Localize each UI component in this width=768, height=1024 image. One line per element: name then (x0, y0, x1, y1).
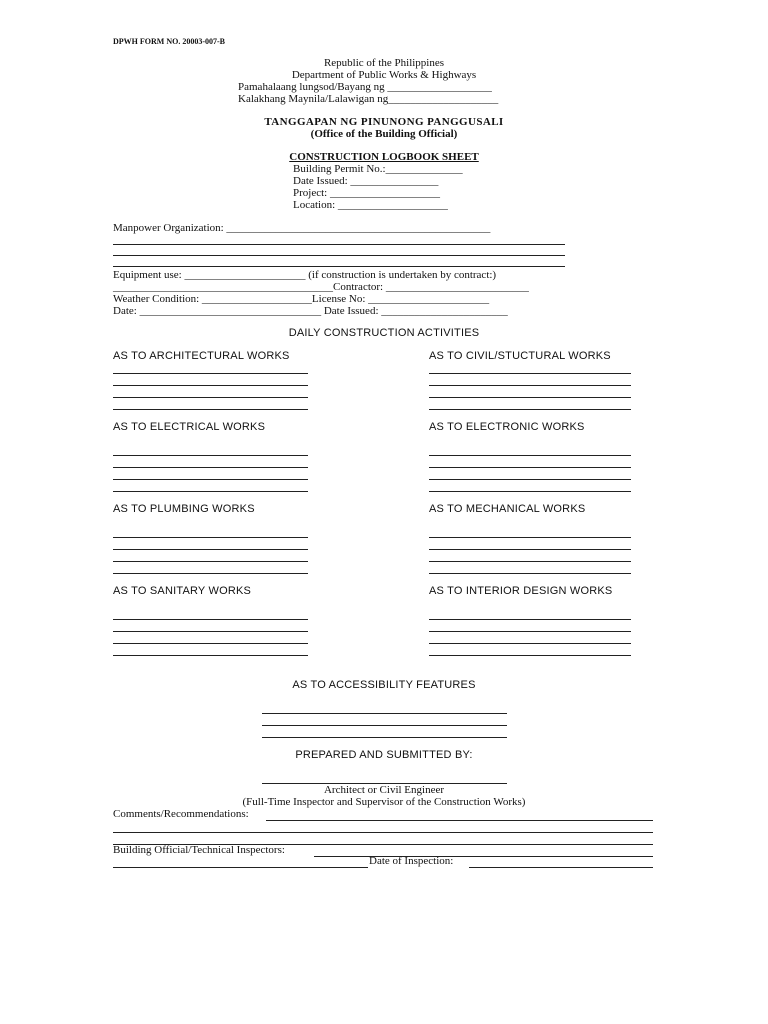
date-of-inspection-line[interactable] (469, 867, 653, 868)
civil-line[interactable] (429, 409, 631, 410)
contractor-field[interactable]: ________________________________________Contractor: __________________________ (113, 281, 529, 293)
section-civil-structural: AS TO CIVIL/STUCTURAL WORKS (429, 350, 611, 362)
electrical-line[interactable] (113, 491, 308, 492)
accessibility-line[interactable] (262, 713, 507, 714)
building-permit-field[interactable]: Building Permit No.:______________ (293, 163, 463, 175)
interior-line[interactable] (429, 631, 631, 632)
header-province-line: Kalakhang Maynila/Lalawigan ng____________________ (238, 93, 499, 105)
header-city-line: Pamahalaang lungsod/Bayang ng ___________________ (238, 81, 492, 93)
civil-line[interactable] (429, 373, 631, 374)
manpower-line-2[interactable] (113, 255, 565, 256)
architectural-line[interactable] (113, 409, 308, 410)
architectural-line[interactable] (113, 373, 308, 374)
electronic-line[interactable] (429, 491, 631, 492)
office-subtitle: (Office of the Building Official) (310, 128, 458, 140)
prepared-title: PREPARED AND SUBMITTED BY: (295, 749, 473, 761)
date-of-inspection-label: Date of Inspection: (369, 855, 454, 867)
section-electronic: AS TO ELECTRONIC WORKS (429, 421, 585, 433)
section-mechanical: AS TO MECHANICAL WORKS (429, 503, 586, 515)
section-architectural: AS TO ARCHITECTURAL WORKS (113, 350, 290, 362)
mechanical-line[interactable] (429, 561, 631, 562)
form-number: DPWH FORM NO. 20003-007-B (113, 37, 225, 46)
plumbing-line[interactable] (113, 537, 308, 538)
section-plumbing: AS TO PLUMBING WORKS (113, 503, 255, 515)
manpower-line-1[interactable] (113, 244, 565, 245)
sheet-title: CONSTRUCTION LOGBOOK SHEET (289, 151, 479, 163)
sanitary-line[interactable] (113, 631, 308, 632)
civil-line[interactable] (429, 385, 631, 386)
prepared-role-detail: (Full-Time Inspector and Supervisor of the Construction Works) (242, 796, 526, 808)
official-line[interactable] (314, 856, 653, 857)
plumbing-line[interactable] (113, 573, 308, 574)
official-label: Building Official/Technical Inspectors: (113, 844, 285, 856)
interior-line[interactable] (429, 655, 631, 656)
location-field[interactable]: Location: ____________________ (293, 199, 448, 211)
sanitary-line[interactable] (113, 655, 308, 656)
mechanical-line[interactable] (429, 549, 631, 550)
comments-label: Comments/Recommendations: (113, 808, 249, 820)
office-title: TANGGAPAN NG PINUNONG PANGGUSALI (264, 116, 504, 128)
project-field[interactable]: Project: ____________________ (293, 187, 440, 199)
interior-line[interactable] (429, 619, 631, 620)
section-sanitary: AS TO SANITARY WORKS (113, 585, 252, 597)
plumbing-line[interactable] (113, 561, 308, 562)
manpower-line-3[interactable] (113, 266, 565, 267)
sanitary-line[interactable] (113, 619, 308, 620)
architectural-line[interactable] (113, 397, 308, 398)
civil-line[interactable] (429, 397, 631, 398)
comments-line[interactable] (266, 820, 653, 821)
electrical-line[interactable] (113, 467, 308, 468)
manpower-field[interactable]: Manpower Organization: ________________________________________________ (113, 222, 491, 234)
equipment-use-field[interactable]: Equipment use: ______________________ (if construction is undertaken by contract:) (113, 269, 497, 281)
prepared-role: Architect or Civil Engineer (323, 784, 445, 796)
mechanical-line[interactable] (429, 573, 631, 574)
date-date-issued-field[interactable]: Date: _________________________________ Date Issued: _______________________ (113, 305, 508, 317)
sanitary-line[interactable] (113, 643, 308, 644)
architectural-line[interactable] (113, 385, 308, 386)
accessibility-line[interactable] (262, 737, 507, 738)
comments-line[interactable] (113, 832, 653, 833)
header-republic: Republic of the Philippines (323, 57, 445, 69)
accessibility-line[interactable] (262, 725, 507, 726)
official-line-2[interactable] (113, 867, 368, 868)
mechanical-line[interactable] (429, 537, 631, 538)
electronic-line[interactable] (429, 455, 631, 456)
daily-activities-title: DAILY CONSTRUCTION ACTIVITIES (288, 327, 480, 339)
section-interior-design: AS TO INTERIOR DESIGN WORKS (429, 585, 613, 597)
interior-line[interactable] (429, 643, 631, 644)
date-issued-field[interactable]: Date Issued: ________________ (293, 175, 439, 187)
weather-license-field[interactable]: Weather Condition: ____________________License No: ______________________ (113, 293, 490, 305)
electrical-line[interactable] (113, 479, 308, 480)
header-department: Department of Public Works & Highways (291, 69, 477, 81)
plumbing-line[interactable] (113, 549, 308, 550)
section-accessibility: AS TO ACCESSIBILITY FEATURES (292, 679, 476, 691)
electronic-line[interactable] (429, 467, 631, 468)
electrical-line[interactable] (113, 455, 308, 456)
section-electrical: AS TO ELECTRICAL WORKS (113, 421, 266, 433)
electronic-line[interactable] (429, 479, 631, 480)
